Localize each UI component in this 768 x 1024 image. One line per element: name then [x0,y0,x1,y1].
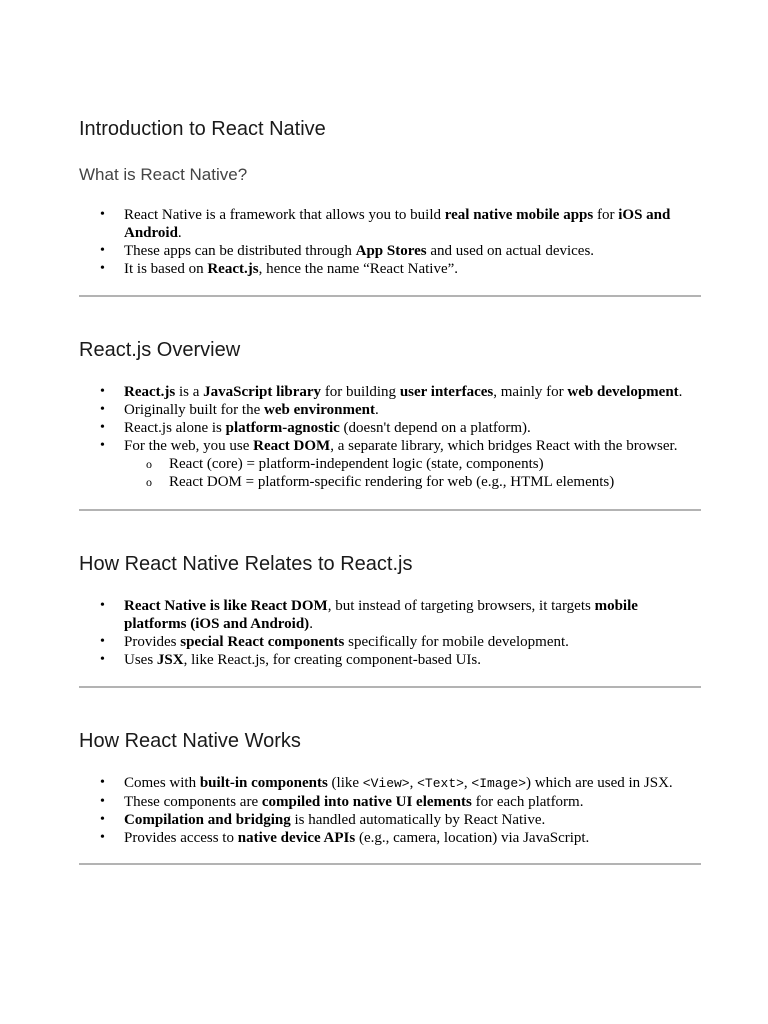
list-item: • It is based on React.js, hence the name “React Native”. [79,260,701,278]
list-item: • These components are compiled into native UI elements for each platform. [79,793,701,811]
section-heading: How React Native Relates to React.js [79,553,413,575]
section-heading: How React Native Works [79,730,301,752]
sub-list-item: o React DOM = platform-specific rendering for web (e.g., HTML elements) [124,473,701,491]
bullet-list [79,383,701,491]
section-divider [79,686,701,688]
list-item: • Provides special React components specifically for mobile development. [79,633,701,651]
bullet-list [79,597,701,669]
list-item: • React Native is a framework that allows you to build real native mobile apps for iOS and Android. [79,206,701,242]
section-divider [79,295,701,297]
section-divider [79,863,701,865]
list-item: • React Native is like React DOM, but instead of targeting browsers, it targets mobile platforms (iOS and Android). [79,597,701,633]
section-divider [79,509,701,511]
list-item: • Provides access to native device APIs (e.g., camera, location) via JavaScript. [79,829,701,847]
list-item: • Comes with built-in components (like <View>, <Text>, <Image>) which are used in JSX. [79,774,701,793]
section-heading: React.js Overview [79,339,241,361]
list-item: • Originally built for the web environment. [79,401,701,419]
list-item: • For the web, you use React DOM, a separate library, which bridges React with the browser. o React (core) = platform-independent logic (state, components) o React DOM = platform-specific rendering for web (e.g., HTML elements) [79,437,701,491]
list-item: • React.js alone is platform-agnostic (doesn't depend on a platform). [79,419,701,437]
list-item: • Uses JSX, like React.js, for creating component-based UIs. [79,651,701,669]
sub-list [124,455,701,491]
subheading: What is React Native? [79,165,248,184]
bullet-list [79,774,701,847]
sub-list-item: o React (core) = platform-independent logic (state, components) [124,455,701,473]
page-title: Introduction to React Native [79,118,326,140]
list-item: • These apps can be distributed through App Stores and used on actual devices. [79,242,701,260]
bullet-list [79,206,701,278]
list-item: • Compilation and bridging is handled automatically by React Native. [79,811,701,829]
list-item: • React.js is a JavaScript library for building user interfaces, mainly for web development. [79,383,701,401]
